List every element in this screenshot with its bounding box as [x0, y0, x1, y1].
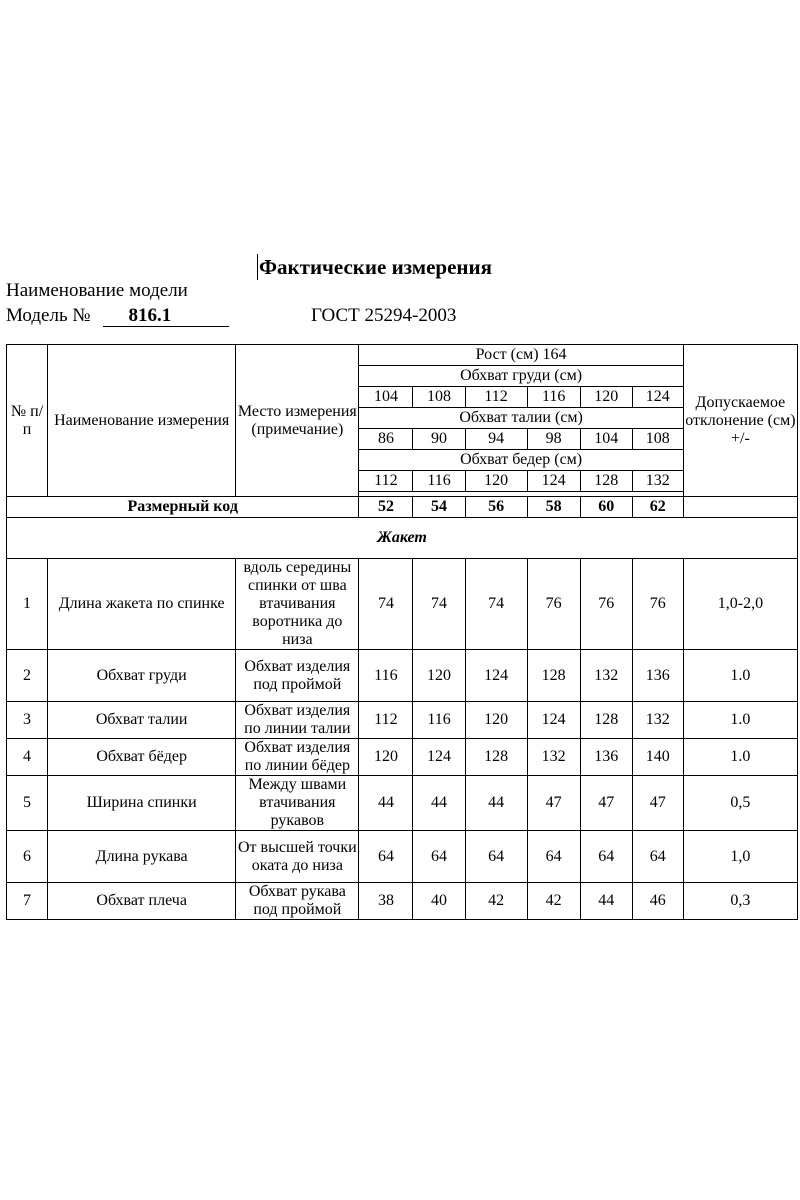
waist-value: 94	[465, 429, 527, 450]
row-value: 136	[580, 739, 632, 776]
chest-value: 108	[413, 387, 465, 408]
row-place: Обхват рукава под проймой	[236, 883, 359, 920]
chest-label: Обхват груди (см)	[359, 366, 683, 387]
row-value: 38	[359, 883, 413, 920]
row-value: 44	[359, 776, 413, 831]
table-row	[7, 776, 798, 831]
row-value: 64	[413, 831, 465, 883]
row-value: 76	[580, 559, 632, 650]
row-value: 64	[580, 831, 632, 883]
row-name: Длина жакета по спинке	[48, 559, 236, 650]
model-name-label: Наименование модели	[6, 280, 188, 301]
table-row	[7, 650, 798, 702]
row-tolerance: 0,3	[683, 883, 797, 920]
row-value: 46	[632, 883, 683, 920]
row-value: 44	[580, 883, 632, 920]
header-tolerance: Допускаемое отклонение (см) +/-	[683, 345, 797, 497]
row-value: 124	[413, 739, 465, 776]
row-number: 7	[7, 883, 48, 920]
row-value: 76	[527, 559, 580, 650]
section-title: Жакет	[7, 518, 798, 559]
row-value: 132	[527, 739, 580, 776]
row-number: 1	[7, 559, 48, 650]
row-tolerance: 1.0	[683, 650, 797, 702]
row-value: 116	[413, 702, 465, 739]
row-value: 120	[413, 650, 465, 702]
table-row	[7, 739, 798, 776]
header-name: Наименование измерения	[48, 345, 236, 497]
row-value: 42	[527, 883, 580, 920]
row-value: 64	[359, 831, 413, 883]
model-number-line	[6, 305, 229, 327]
hips-label: Обхват бедер (см)	[359, 450, 683, 471]
row-name: Обхват груди	[48, 650, 236, 702]
size-code: 52	[359, 497, 413, 518]
row-value: 116	[359, 650, 413, 702]
row-value: 47	[580, 776, 632, 831]
waist-value: 98	[527, 429, 580, 450]
row-value: 120	[359, 739, 413, 776]
row-value: 128	[465, 739, 527, 776]
table-row	[7, 883, 798, 920]
size-code-label: Размерный код	[7, 497, 359, 518]
table-row	[7, 831, 798, 883]
chest-value: 112	[465, 387, 527, 408]
measurements-table	[6, 344, 798, 920]
row-value: 64	[527, 831, 580, 883]
chest-value: 120	[580, 387, 632, 408]
row-value: 128	[527, 650, 580, 702]
row-value: 64	[465, 831, 527, 883]
size-code: 60	[580, 497, 632, 518]
model-number: 816.1	[103, 306, 229, 327]
row-value: 47	[632, 776, 683, 831]
row-place: вдоль середины спинки от шва втачивания воротника до низа	[236, 559, 359, 650]
hips-value: 132	[632, 471, 683, 492]
row-place: Между швами втачивания рукавов	[236, 776, 359, 831]
row-name: Ширина спинки	[48, 776, 236, 831]
row-tolerance: 1.0	[683, 702, 797, 739]
row-number: 4	[7, 739, 48, 776]
chest-value: 116	[527, 387, 580, 408]
row-number: 3	[7, 702, 48, 739]
row-tolerance: 0,5	[683, 776, 797, 831]
chest-value: 124	[632, 387, 683, 408]
row-value: 44	[413, 776, 465, 831]
row-value: 136	[632, 650, 683, 702]
row-place: Обхват изделия под проймой	[236, 650, 359, 702]
row-value: 64	[632, 831, 683, 883]
row-value: 40	[413, 883, 465, 920]
row-place: Обхват изделия по линии бёдер	[236, 739, 359, 776]
waist-value: 86	[359, 429, 413, 450]
row-value: 42	[465, 883, 527, 920]
row-value: 120	[465, 702, 527, 739]
hips-value: 128	[580, 471, 632, 492]
hips-value: 120	[465, 471, 527, 492]
size-code: 56	[465, 497, 527, 518]
hips-value: 124	[527, 471, 580, 492]
row-place: Обхват изделия по линии талии	[236, 702, 359, 739]
chest-value: 104	[359, 387, 413, 408]
row-value: 124	[465, 650, 527, 702]
row-value: 128	[580, 702, 632, 739]
row-value: 76	[632, 559, 683, 650]
table-row	[7, 702, 798, 739]
row-number: 5	[7, 776, 48, 831]
row-tolerance: 1.0	[683, 739, 797, 776]
row-number: 2	[7, 650, 48, 702]
row-tolerance: 1,0-2,0	[683, 559, 797, 650]
standard-label: ГОСТ 25294-2003	[311, 305, 457, 326]
row-name: Обхват бёдер	[48, 739, 236, 776]
waist-value: 108	[632, 429, 683, 450]
page-title: Фактические измерения	[259, 255, 492, 279]
size-code-empty	[683, 497, 797, 518]
header-place: Место измерения (примечание)	[236, 345, 359, 497]
row-value: 74	[359, 559, 413, 650]
waist-label: Обхват талии (см)	[359, 408, 683, 429]
row-value: 74	[465, 559, 527, 650]
row-value: 47	[527, 776, 580, 831]
row-tolerance: 1,0	[683, 831, 797, 883]
row-value: 140	[632, 739, 683, 776]
row-value: 124	[527, 702, 580, 739]
row-value: 132	[632, 702, 683, 739]
table-row	[7, 559, 798, 650]
hips-value: 116	[413, 471, 465, 492]
header-number: № п/п	[7, 345, 48, 497]
waist-value: 90	[413, 429, 465, 450]
row-name: Обхват талии	[48, 702, 236, 739]
hips-value: 112	[359, 471, 413, 492]
model-number-label: Модель №	[6, 305, 91, 326]
size-code: 62	[632, 497, 683, 518]
waist-value: 104	[580, 429, 632, 450]
row-number: 6	[7, 831, 48, 883]
row-name: Обхват плеча	[48, 883, 236, 920]
size-code: 54	[413, 497, 465, 518]
row-value: 112	[359, 702, 413, 739]
size-code: 58	[527, 497, 580, 518]
row-value: 44	[465, 776, 527, 831]
row-value: 74	[413, 559, 465, 650]
row-value: 132	[580, 650, 632, 702]
row-name: Длина рукава	[48, 831, 236, 883]
row-place: От высшей точки оката до низа	[236, 831, 359, 883]
height-label: Рост (см) 164	[359, 345, 683, 366]
